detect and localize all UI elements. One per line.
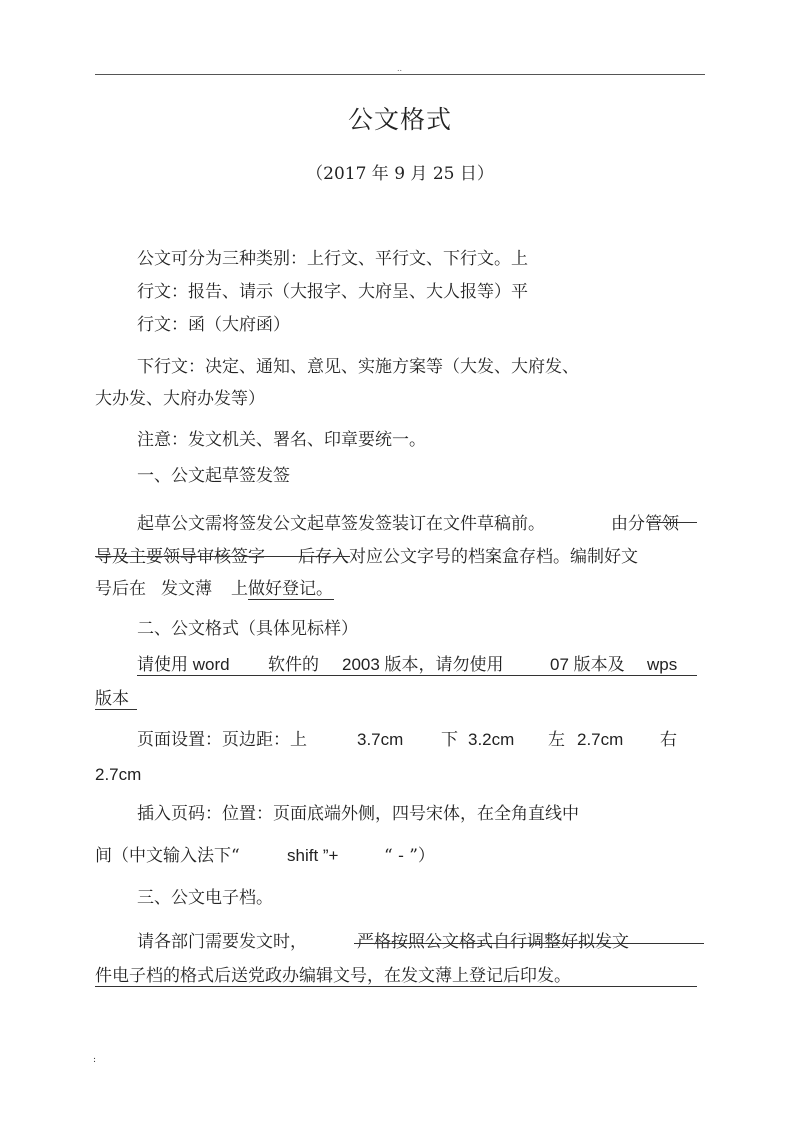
- para7-line2b: shift ”+: [287, 846, 339, 865]
- para4-line3a: 号后在: [95, 579, 146, 599]
- underline: [248, 599, 334, 600]
- margin-right-value: 2.7cm: [95, 765, 142, 784]
- underline: [137, 675, 697, 676]
- margin-top-value: 3.7cm: [357, 730, 404, 749]
- section1-heading: 一、公文起草签发签: [137, 466, 290, 486]
- para4-line2a: 导及主要领导审核签字: [95, 547, 265, 567]
- underline: [95, 986, 697, 987]
- para4-line1b: 由分管领: [611, 514, 679, 534]
- para5-seg-c: 2003 版本，请勿使用: [342, 655, 504, 674]
- para5-line2: 版本: [95, 689, 129, 709]
- document-date: （2017 年 9 月 25 日）: [306, 164, 494, 184]
- para4-line1a: 起草公文需将签发公文起草签发签装订在文件草稿前。: [137, 514, 545, 534]
- para4-line3c: 上做好登记。: [231, 579, 333, 599]
- para2-line1: 下行文：决定、通知、意见、实施方案等（大发、大府发、: [137, 357, 579, 377]
- para4-line2b: 后存入对应公文字号的档案盒存档。编制好文: [298, 547, 638, 567]
- para8-line1a: 请各部门需要发文时，: [137, 932, 307, 952]
- para7-line2a: 间（中文输入法下“: [95, 846, 240, 866]
- strike-mark: [95, 556, 350, 557]
- para8-line2: 件电子档的格式后送党政办编辑文号，在发文薄上登记后印发。: [95, 966, 571, 986]
- para2-line2: 大办发、大府办发等）: [95, 389, 265, 409]
- margin-left-label: 左: [548, 730, 565, 750]
- document-title: 公文格式: [347, 105, 452, 134]
- para1-line2: 行文：报告、请示（大报字、大府呈、大人报等）平: [137, 282, 528, 302]
- margin-bottom-value: 3.2cm: [468, 730, 515, 749]
- para1-line1: 公文可分为三种类别：上行文、平行文、下行文。上: [137, 249, 528, 269]
- section3-heading: 三、公文电子档。: [137, 888, 273, 908]
- para5-seg-a: 请使用 word: [137, 655, 230, 674]
- strike-mark: [648, 522, 697, 523]
- section2-heading: 二、公文格式（具体见标样）: [137, 619, 358, 639]
- para7-line1: 插入页码：位置：页面底端外侧，四号宋体，在全角直线中: [137, 804, 579, 824]
- header-rule: [95, 74, 705, 75]
- para1-line3: 行文：函（大府函）: [137, 315, 290, 335]
- para5-seg-b: 软件的: [268, 655, 319, 675]
- note-line: 注意：发文机关、署名、印章要统一。: [137, 430, 426, 450]
- margin-bottom-label: 下: [441, 730, 458, 750]
- underline: [95, 709, 137, 710]
- para5-seg-e: wps: [647, 655, 678, 674]
- para5-seg-d: 07 版本及: [550, 655, 625, 674]
- margin-left-value: 2.7cm: [577, 730, 624, 749]
- margin-right-label: 右: [660, 730, 677, 750]
- footer-mark: :: [93, 1055, 97, 1065]
- para7-line2c: “ - ”）: [384, 846, 435, 866]
- margin-label: 页面设置：页边距：上: [137, 730, 307, 750]
- para8-line1b: 严格按照公文格式自行调整好拟发文: [357, 932, 629, 952]
- header-mark: ..: [397, 64, 403, 73]
- para4-line3b: 发文薄: [161, 579, 212, 599]
- underline: [354, 943, 704, 944]
